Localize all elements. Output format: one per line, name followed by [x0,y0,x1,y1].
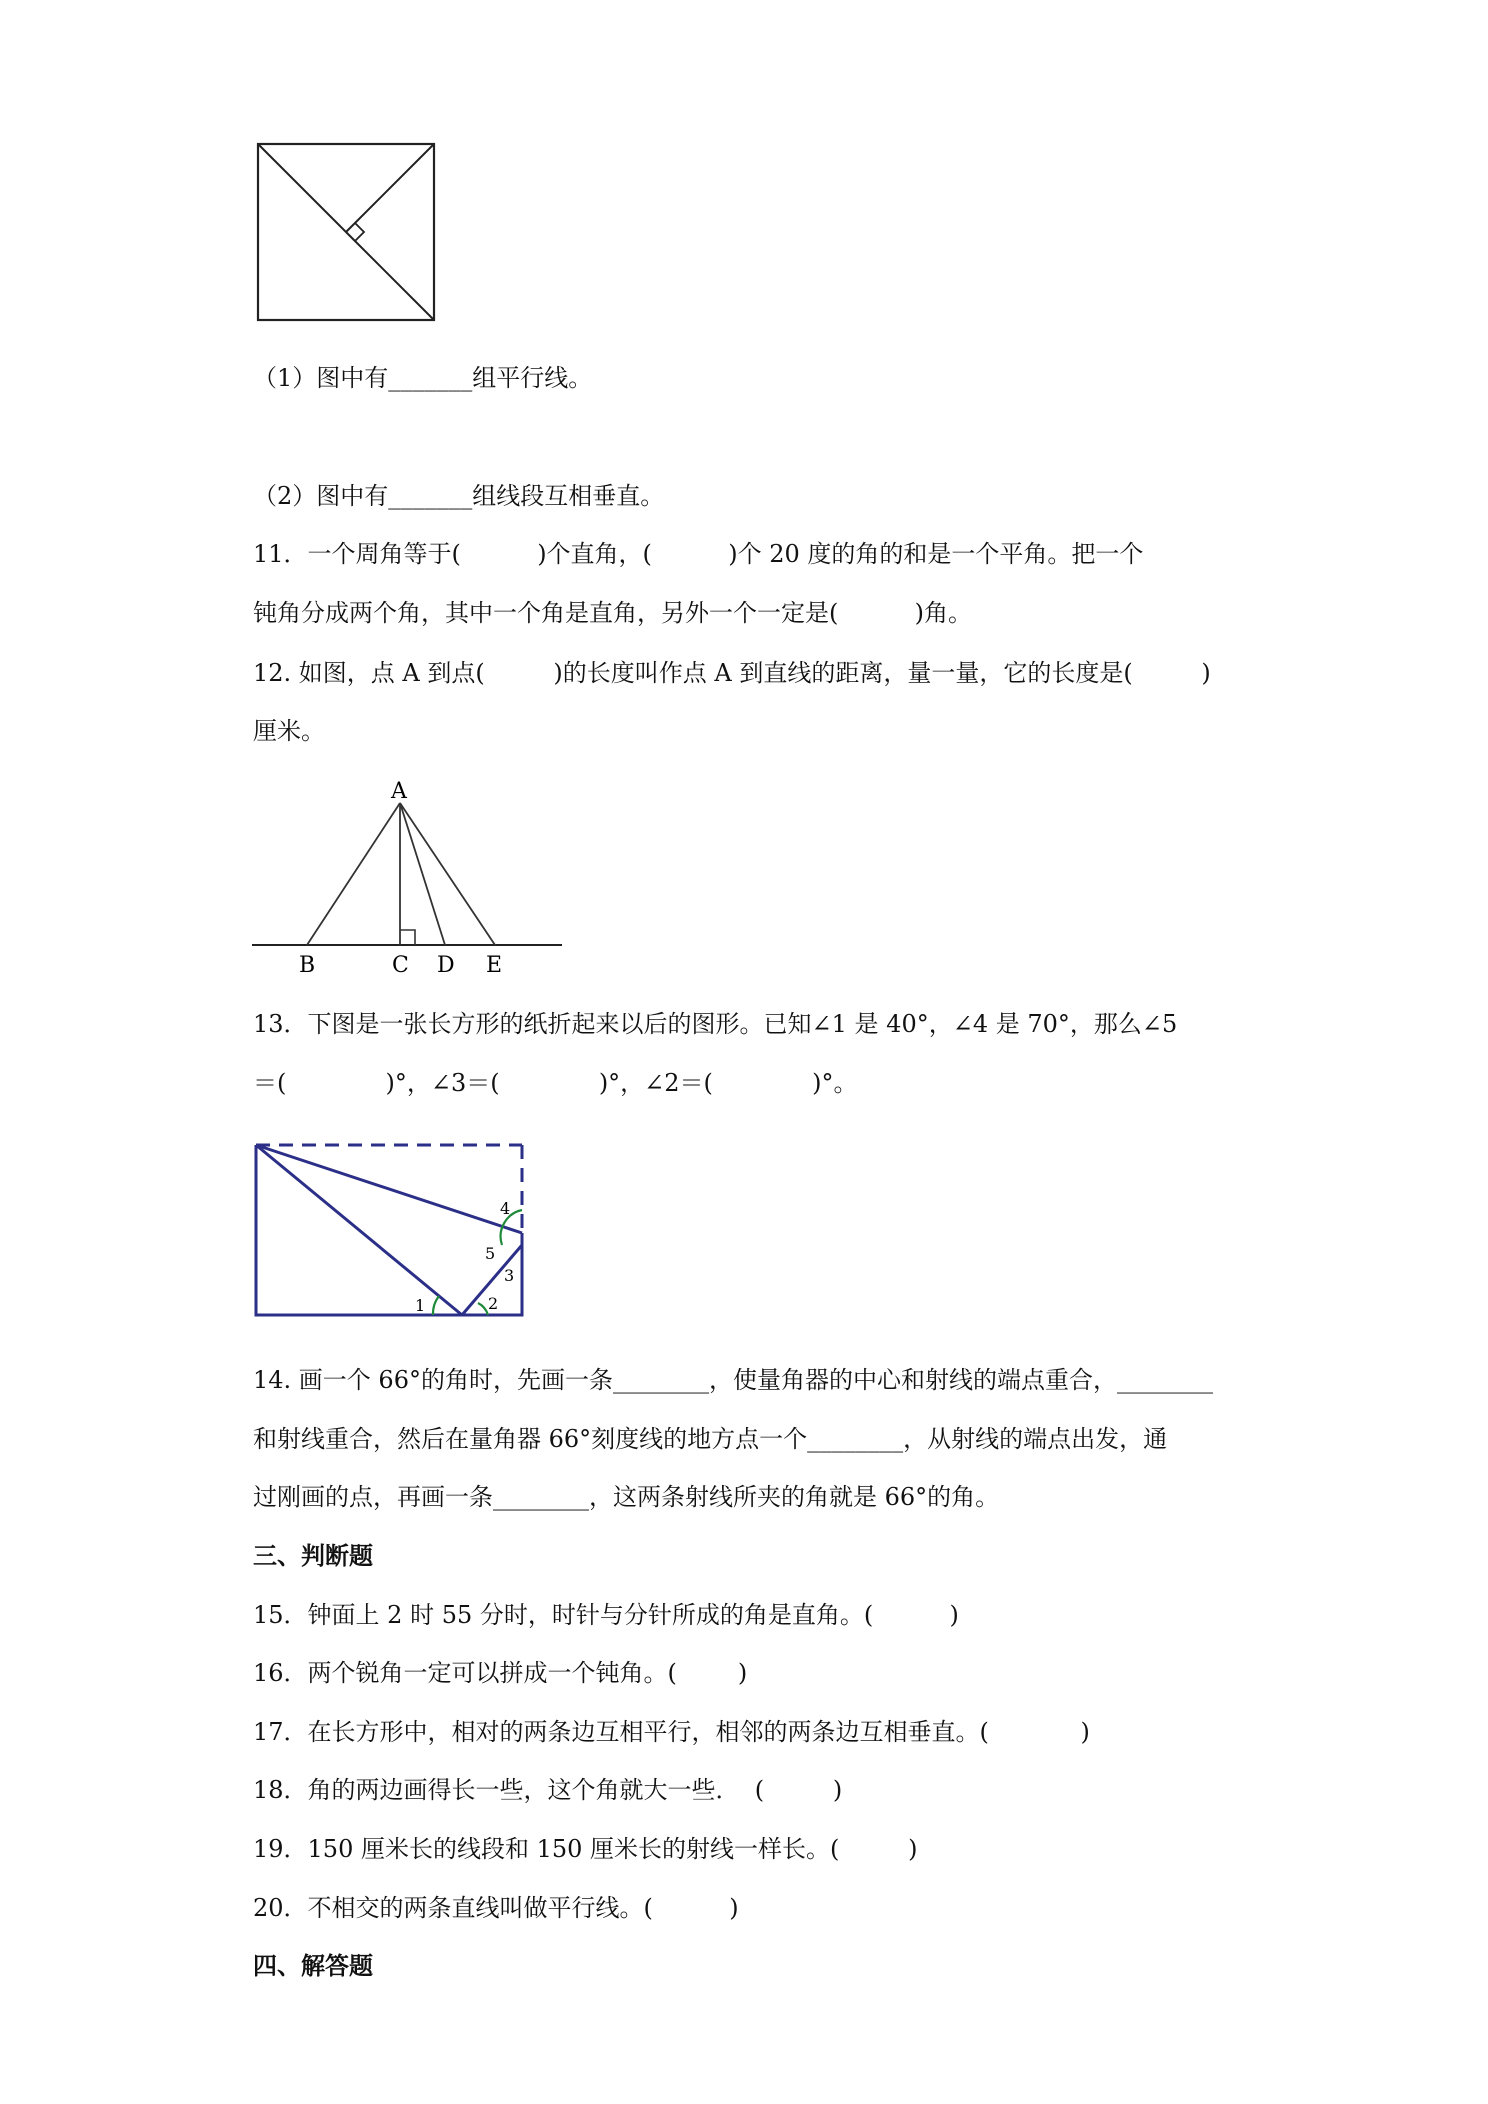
angle-label-5: 5 [485,1244,496,1263]
judge-item-15: 15．钟面上 2 时 55 分时，时针与分针所成的角是直角。( ) [253,1601,959,1629]
q14-line3: 过刚画的点，再画一条________，这两条射线所夹的角就是 66°的角。 [253,1483,1000,1511]
label-D: D [437,953,455,978]
section-heading-answer: 四、解答题 [253,1951,373,1980]
q13-line2: ＝( )°，∠3＝( )°，∠2＝( )°。 [253,1069,858,1097]
q12-line2: 厘米。 [253,717,325,745]
judge-item-18: 18．角的两边画得长一些，这个角就大一些． ( ) [253,1776,843,1804]
q10-part1: （1）图中有_______组平行线。 [253,364,593,392]
q13-line1: 13．下图是一张长方形的纸折起来以后的图形。已知∠1 是 40°，∠4 是 70°，那么∠5 [253,1010,1178,1038]
judge-item-19: 19．150 厘米长的线段和 150 厘米长的射线一样长。( ) [253,1835,918,1863]
section-heading-judge: 三、判断题 [253,1541,373,1570]
distance-diagram [250,775,570,978]
angle-label-4: 4 [500,1199,511,1218]
label-E: E [486,953,503,978]
q11-line2: 钝角分成两个角，其中一个角是直角，另外一个一定是( )角。 [253,599,973,627]
label-B: B [299,953,316,978]
q14-line2: 和射线重合，然后在量角器 66°刻度线的地方点一个________，从射线的端点出发，通 [253,1425,1168,1453]
square-diagram [250,140,440,330]
angle-label-1: 1 [415,1296,426,1315]
q14-line1: 14. 画一个 66°的角时，先画一条________，使量角器的中心和射线的端点重合，________ [253,1366,1213,1394]
judge-item-17: 17．在长方形中，相对的两条边互相平行，相邻的两条边互相垂直。( ) [253,1718,1090,1746]
label-A: A [391,779,407,804]
judge-item-20: 20．不相交的两条直线叫做平行线。( ) [253,1894,739,1922]
angle-label-3: 3 [504,1266,515,1285]
folded-paper-diagram [250,1135,540,1325]
angle-label-2: 2 [488,1294,499,1313]
judge-item-16: 16．两个锐角一定可以拼成一个钝角。( ) [253,1659,748,1687]
q12-line1: 12. 如图，点 A 到点( )的长度叫作点 A 到直线的距离，量一量，它的长度是( ) [253,659,1211,687]
q11-line1: 11．一个周角等于( )个直角，( )个 20 度的角的和是一个平角。把一个 [253,540,1144,568]
label-C: C [392,953,409,978]
q10-part2: （2）图中有_______组线段互相垂直。 [253,482,665,510]
